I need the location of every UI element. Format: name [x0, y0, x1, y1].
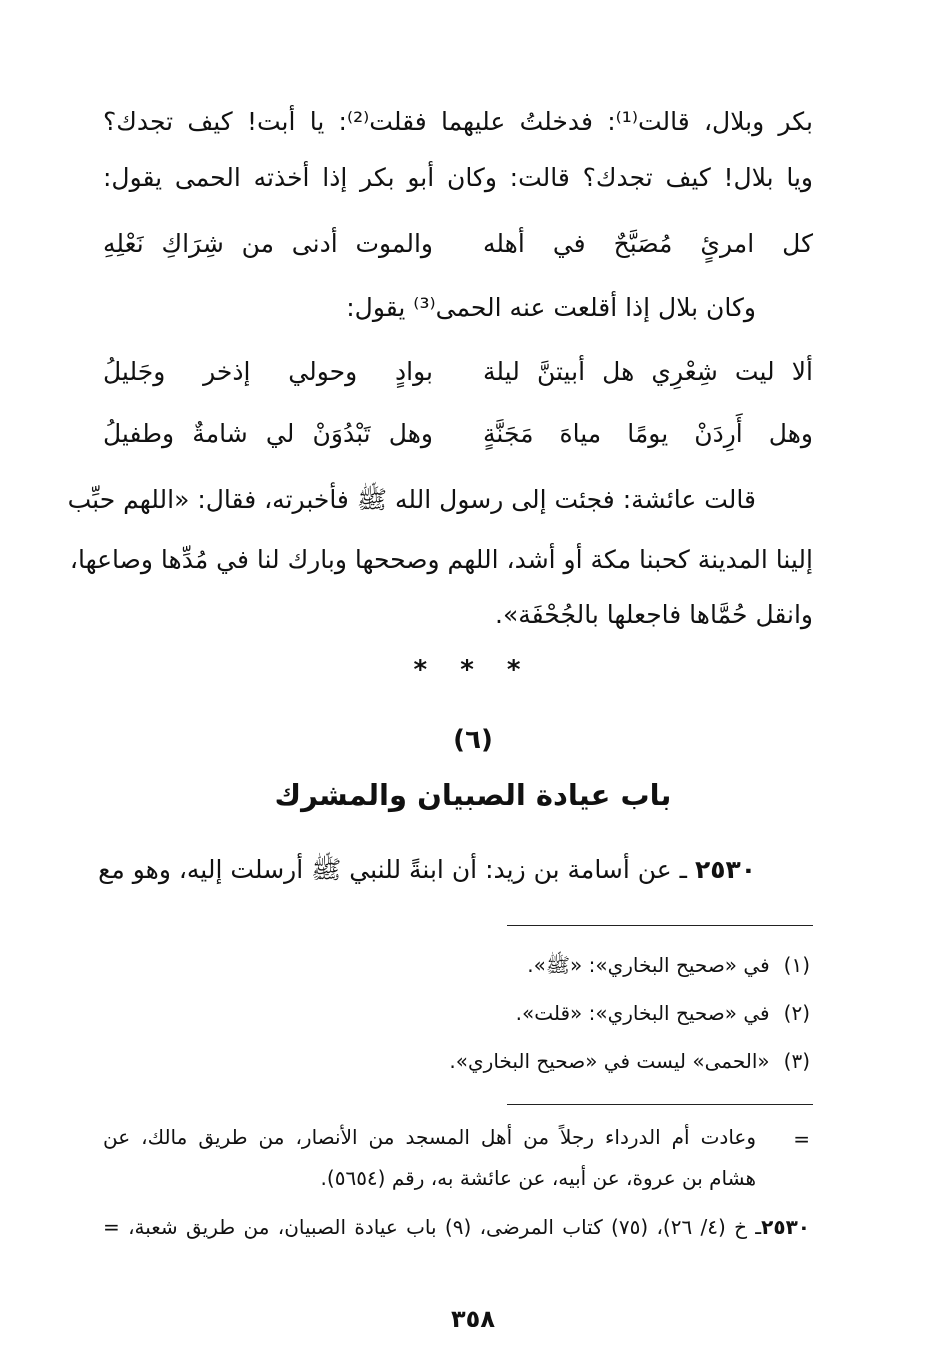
- footnote-rule: [507, 925, 813, 926]
- chapter-title: باب عيادة الصبيان والمشرك: [274, 778, 672, 812]
- bilal-intro: وكان بلال إذا أقلعت عنه الحمى⁽³⁾ يقول:: [346, 293, 756, 322]
- verse-1: [103, 224, 813, 264]
- aisha-line-3: وانقل حُمَّاها فاجعلها بالجُحْفَة».: [495, 600, 813, 629]
- footnote-2: [516, 998, 810, 1028]
- verse-2-first-hemistich: ألا ليت شِعْرِي هل أبيتنَّ ليلة: [483, 357, 813, 386]
- body-line-2: ويا بلال! كيف تجدك؟ قالت: وكان أبو بكر إذا أخذته الحمى يقول:: [103, 163, 813, 192]
- verse-1-first-hemistich: كل امرئٍ مُصَبَّحٌ في أهله: [483, 229, 813, 258]
- sources-rule: [507, 1104, 813, 1105]
- source-continuation-line-2: هشام بن عروة، عن أبيه، عن عائشة به، رقم (٥٦٥٤).: [320, 1166, 756, 1190]
- source-hadith-number: ٢٥٣٠: [761, 1215, 810, 1239]
- chapter-number: (٦): [453, 725, 493, 755]
- source-continuation-line-1: وعادت أم الدرداء رجلاً من أهل المسجد من الأنصار، من طريق مالك، عن: [103, 1125, 756, 1149]
- verse-3-first-hemistich: وهل أَرِدَنْ يومًا مياهَ مَجَنَّةٍ: [483, 419, 813, 448]
- page-number: ٣٥٨: [451, 1305, 495, 1333]
- verse-2: [103, 352, 813, 392]
- section-separator: * * *: [413, 655, 533, 685]
- footnote-3-number: (٣): [783, 1049, 810, 1073]
- footnote-3: [449, 1046, 810, 1076]
- footnote-1: [527, 950, 810, 980]
- footnote-2-number: (٢): [783, 1001, 810, 1025]
- hadith-2530: [98, 850, 756, 890]
- body-line-1: بكر وبلال، قالت⁽¹⁾: فدخلتُ عليهما فقلت⁽²⁾: يا أبت! كيف تجدك؟: [103, 107, 813, 136]
- footnote-1-text: في «صحيح البخاري»: «ﷺ».: [527, 953, 770, 977]
- aisha-line-1: قالت عائشة: فجئت إلى رسول الله ﷺ فأخبرته، فقال: «اللهم حبِّب: [67, 485, 756, 514]
- verse-3-second-hemistich: وهل تَبْدُوَنْ لي شامةٌ وطفيلُ: [103, 419, 433, 448]
- verse-3: [103, 414, 813, 454]
- continuation-mark: =: [793, 1127, 810, 1151]
- footnote-3-text: «الحمى» ليست في «صحيح البخاري».: [449, 1049, 770, 1073]
- hadith-number: ٢٥٣٠: [694, 855, 756, 884]
- hadith-text: ـ عن أسامة بن زيد: أن ابنةً للنبي ﷺ أرسلت إليه، وهو مع: [98, 855, 687, 884]
- footnote-2-text: في «صحيح البخاري»: «قلت».: [515, 1001, 770, 1025]
- verse-1-second-hemistich: والموت أدنى من شِرَاكِ نَعْلِهِ: [103, 229, 433, 258]
- footnote-1-number: (١): [783, 953, 810, 977]
- source-hadith-text: ـ خ (٤/ ٢٦)، (٧٥) كتاب المرضى، (٩) باب عيادة الصبيان، من طريق شعبة، =: [103, 1215, 762, 1239]
- verse-2-second-hemistich: بوادٍ وحولي إذخر وجَليلُ: [103, 357, 433, 386]
- source-hadith-2530: [103, 1212, 810, 1242]
- aisha-line-2: إلينا المدينة كحبنا مكة أو أشد، اللهم وصححها وبارك لنا في مُدِّها وصاعها،: [69, 545, 813, 574]
